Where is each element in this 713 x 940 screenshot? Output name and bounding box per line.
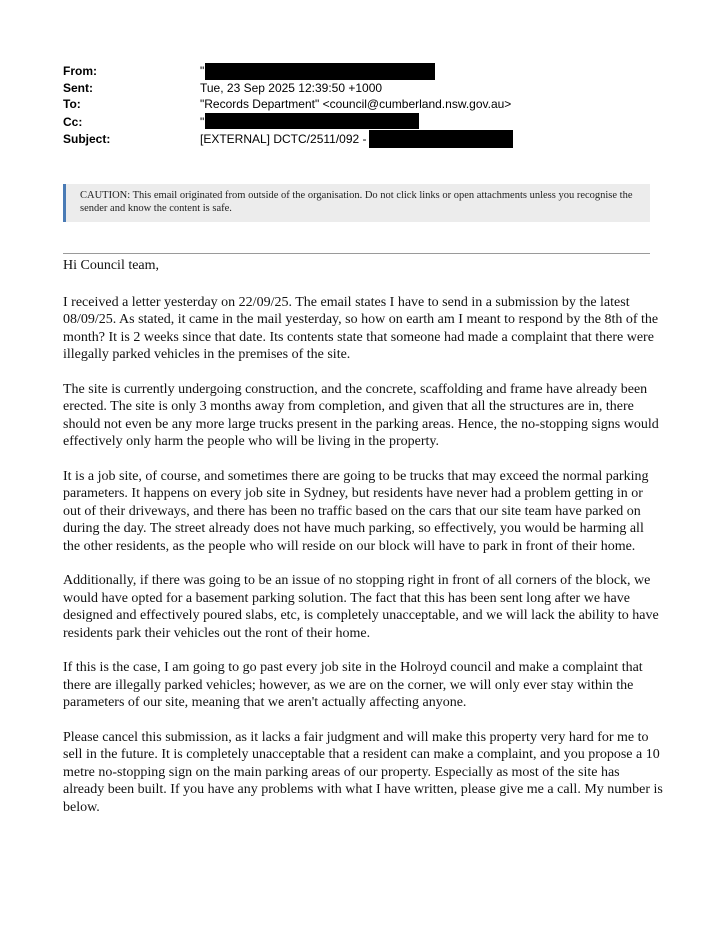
sent-label: Sent: [63,81,93,95]
from-value: " [200,64,205,78]
cc-value: " [200,115,205,129]
external-caution-banner: CAUTION: This email originated from outside of the organisation. Do not click links or open attachments unless you recognise the sender and know the content is safe. [63,184,650,222]
cc-label: Cc: [63,115,83,129]
redaction-cc [205,113,419,129]
subject-label: Subject: [63,132,111,146]
greeting: Hi Council team, [63,258,160,273]
redaction-from [205,63,435,80]
subject-value: [EXTERNAL] DCTC/2511/092 - [200,132,367,146]
body-paragraph: I received a letter yesterday on 22/09/25. The email states I have to send in a submission by the latest 08/09/25. As stated, it came in the mail yesterday, so how on earth am I meant to respond by the 8th of the month? It is 2 weeks since that date. Its contents state that someone had made a complaint that there were illegally parked vehicles in the premises of the site. [63,294,659,362]
to-label: To: [63,97,81,111]
body-paragraph: Additionally, if there was going to be an issue of no stopping right in front of all corners of the block, we would have opted for a basement parking solution. The fact that this has been sent long after we have designed and effectively poured slabs, etc, is completely unacceptable, and we will lack the ability to have residents park their vehicles out the ront of their home. [63,573,659,641]
sent-value: Tue, 23 Sep 2025 12:39:50 +1000 [200,81,383,95]
body-paragraph: Please cancel this submission, as it lacks a fair judgment and will make this property very hard for me to sell in the future. It is completely unacceptable that a resident can make a complaint, and you propose a 10 metre no-stopping sign on the main parking areas of our property. Especially as most of the site has already been built. If you have any problems with what I have written, please give me a call. My number is below. [63,729,663,815]
email-body [63,257,663,833]
redaction-subject [369,130,513,148]
from-label: From: [63,64,97,78]
body-paragraph: If this is the case, I am going to go past every job site in the Holroyd council and make a complaint that there are illegally parked vehicles; however, as we are on the corner, we will only ever stay within the parameters of our site, meaning that we aren't actually affecting anyone. [63,660,643,710]
body-paragraph: The site is currently undergoing construction, and the concrete, scaffolding and frame have already been erected. The site is only 3 months away from completion, and given that all the structures are in, there should not even be any more large trucks present in the parking areas. Hence, the no-stopping signs would effectively only harm the people who will be living in the property. [63,381,659,449]
to-value: "Records Department" <council@cumberland.nsw.gov.au> [200,97,512,111]
header-divider [63,253,650,254]
body-paragraph: It is a job site, of course, and sometimes there are going to be trucks that may exceed the normal parking parameters. It happens on every job site in Sydney, but residents have never had a problem getting in or out of their driveways, and there has been no traffic based on the cars that our site team have parked on during the day. The street already does not have much parking, so effectively, you would be harming all the other residents, as the people who will reside on our block will have to park in front of their home. [63,468,649,554]
